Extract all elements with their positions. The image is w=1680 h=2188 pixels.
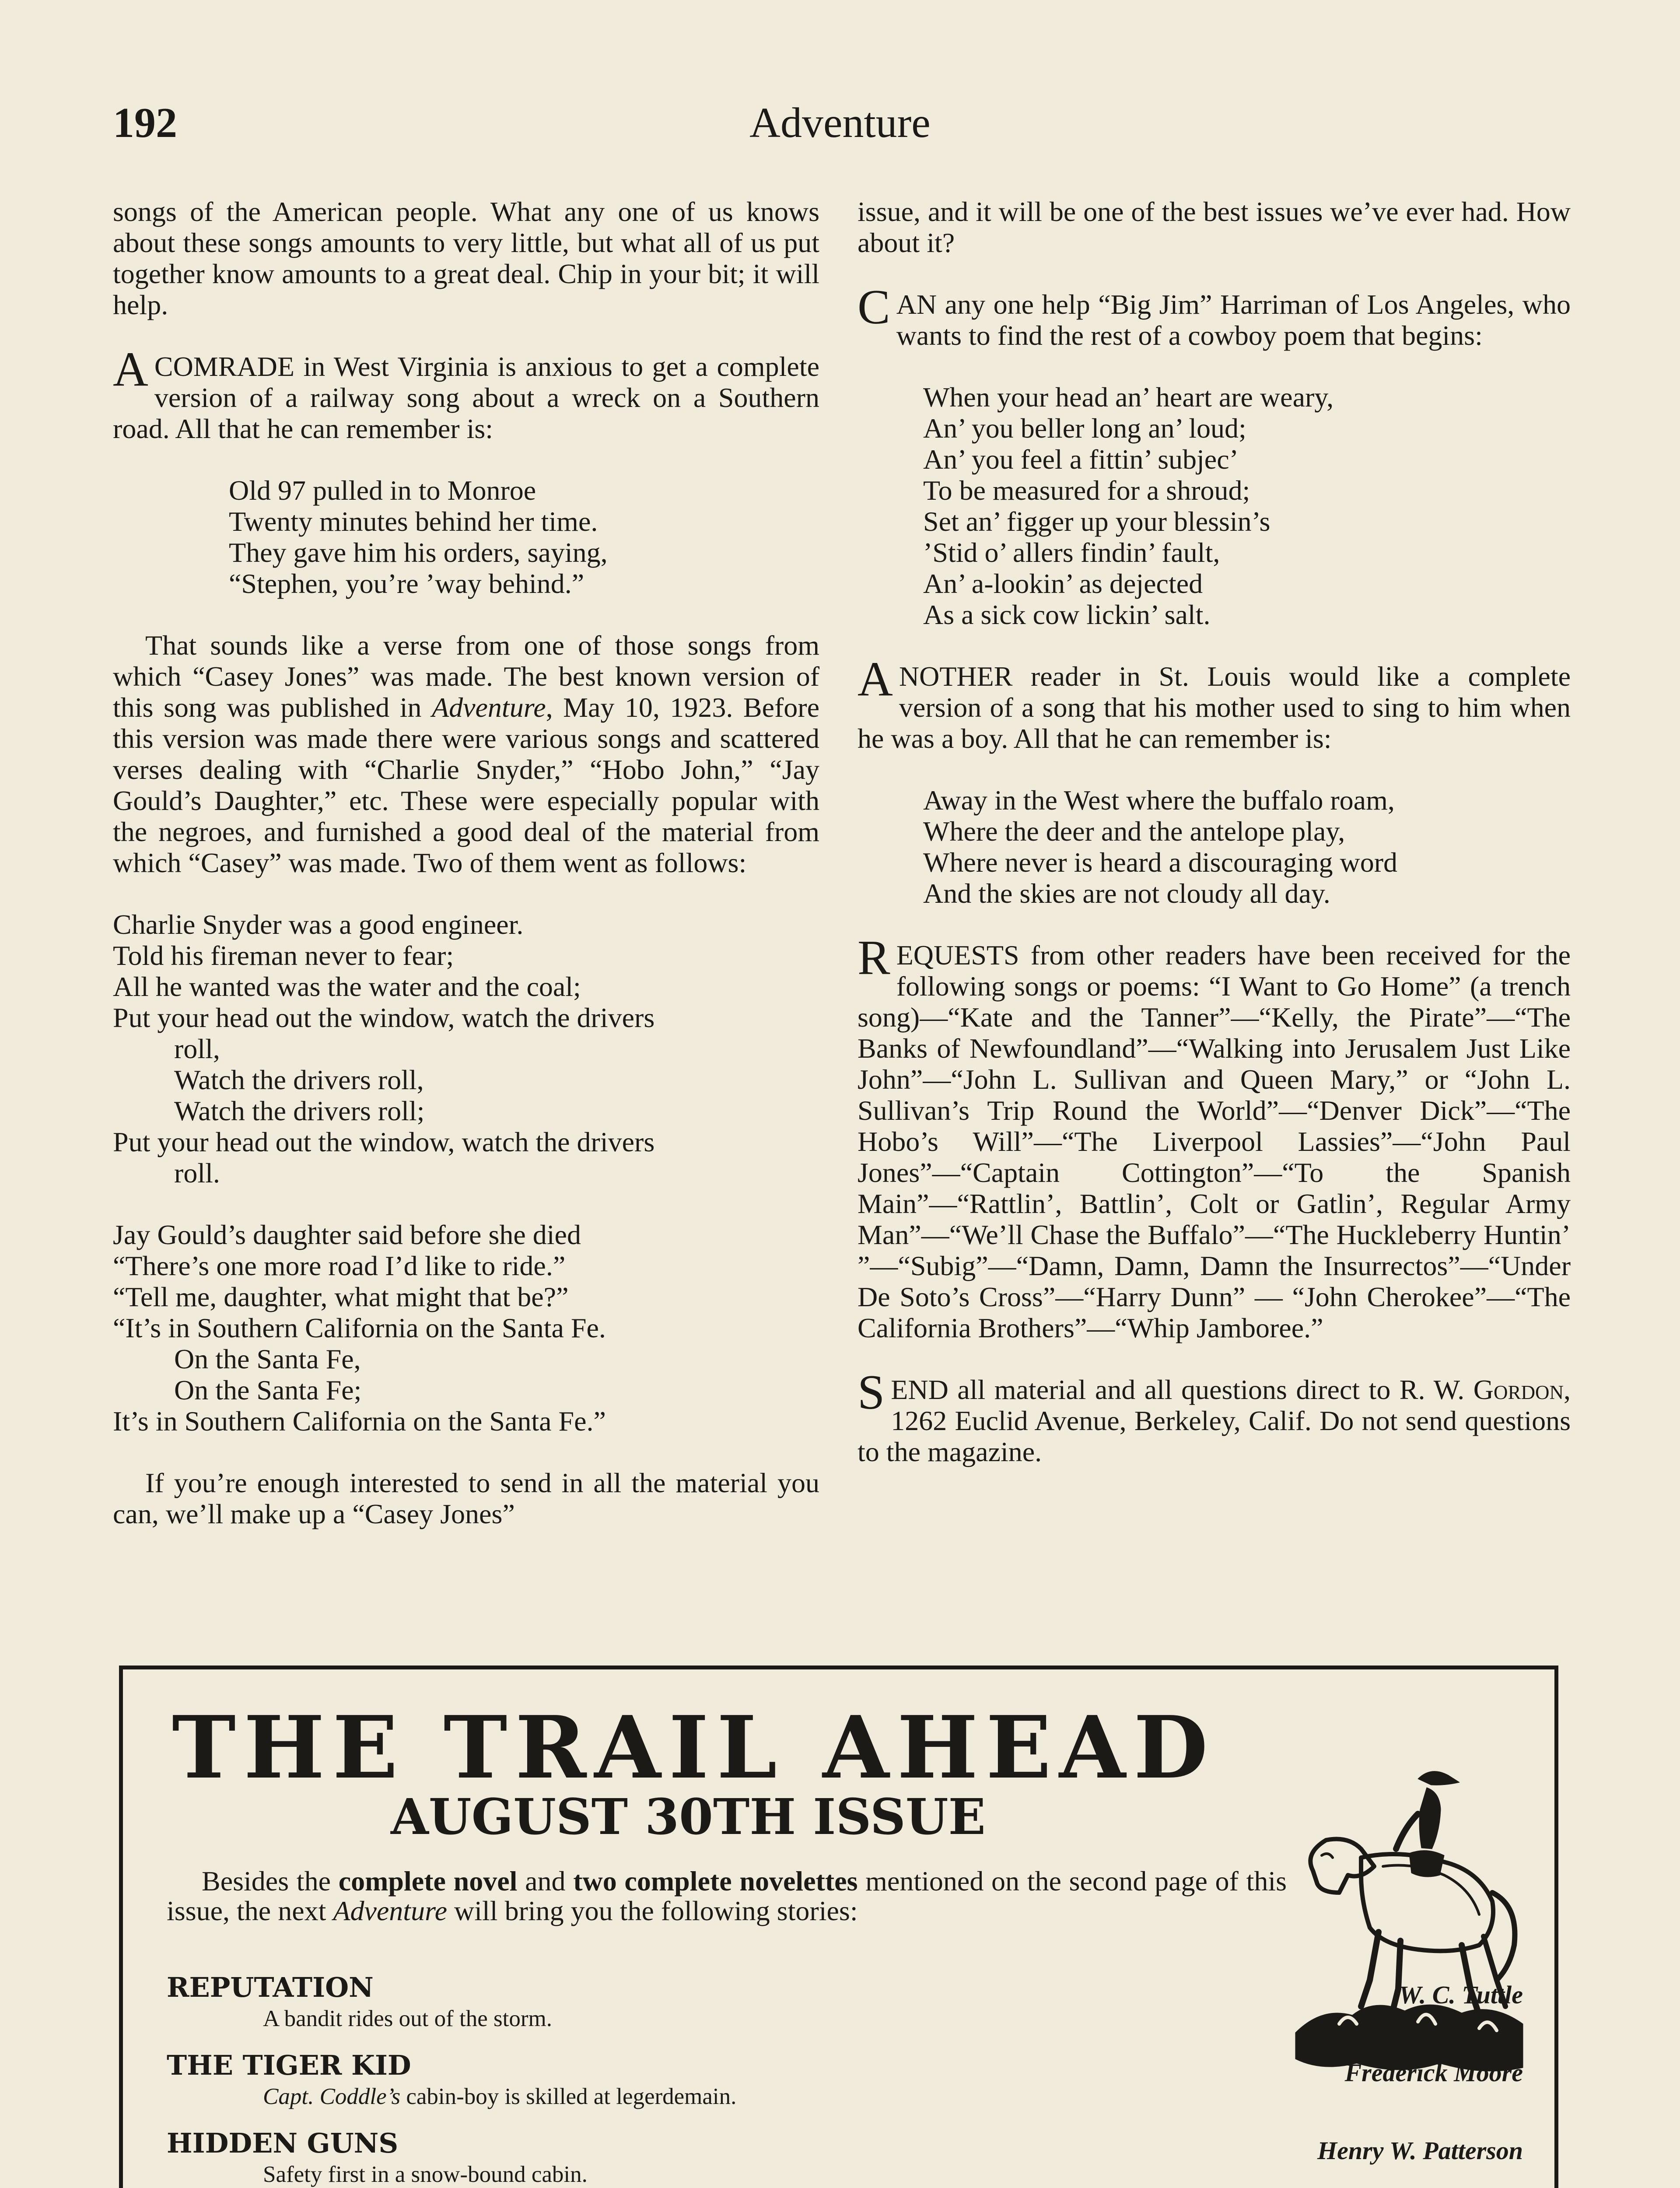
drop-cap: A <box>858 652 893 706</box>
verse-line: Watch the drivers roll, <box>174 1064 424 1095</box>
verse <box>113 909 819 1189</box>
paragraph: CAN any one help “Big Jim” Harriman of Los Angeles, who wants to find the rest of a cowboy poem that begins: <box>858 280 1571 351</box>
verse-line: Where never is heard a discouraging word <box>923 847 1397 878</box>
verse-line: An’ a-lookin’ as dejected <box>923 568 1203 599</box>
list-item <box>167 1971 1523 2049</box>
paragraph: ANOTHER reader in St. Louis would like a complete version of a song that his mother used to sing to him when he was a boy. All that he can remember is: <box>858 652 1571 754</box>
paragraph: If you’re enough interested to send in all the material you can, we’ll make up a “Casey Jones” <box>113 1467 819 1529</box>
story-description: A bandit rides out of the storm. <box>263 2006 552 2031</box>
verse-line: “It’s in Southern California on the Santa Fe. <box>113 1312 606 1343</box>
verse-line: Away in the West where the buffalo roam, <box>923 785 1395 816</box>
verse-line: Put your head out the window, watch the drivers <box>113 1002 655 1033</box>
drop-cap: C <box>858 280 890 334</box>
box-title: THE TRAIL AHEAD <box>172 1697 1216 1798</box>
box-intro: Besides the complete novel and two complete novelettes mentioned on the second page of this issue, the next Adventure will bring you the following stories: <box>167 1865 1287 1926</box>
verse-line: Watch the drivers roll; <box>174 1095 425 1126</box>
verse-line: “There’s one more road I’d like to ride.” <box>113 1250 566 1281</box>
story-title: REPUTATION <box>167 1971 374 2003</box>
drop-cap: S <box>858 1365 885 1420</box>
story-description: Safety first in a snow-bound cabin. <box>263 2162 588 2187</box>
verse <box>858 785 1571 909</box>
verse <box>858 382 1571 630</box>
page-number: 192 <box>113 99 177 147</box>
list-item <box>167 2049 1523 2127</box>
right-column <box>858 196 1571 1467</box>
verse-line: An’ you feel a fittin’ subjec’ <box>923 444 1239 475</box>
verse-line: When your head an’ heart are weary, <box>923 382 1334 413</box>
paragraph: That sounds like a verse from one of those songs from which “Casey Jones” was made. The best known version of this song was published in Adventure, May 10, 1923. Before this version was made there were various songs and scattered verses dealing with “Charlie Snyder,” “Hobo John,” “Jay Gould’s Daughter,” etc. These were especially popular with the negroes, and furnished a good deal of the material from which “Casey” was made. Two of them went as follows: <box>113 630 820 878</box>
story-author: W. C. Tuttle <box>1399 1981 1523 2009</box>
verse-line: And the skies are not cloudy all day. <box>923 878 1330 909</box>
list-item <box>167 2127 1523 2188</box>
verse-line: Where the deer and the antelope play, <box>923 816 1345 847</box>
story-title: THE TIGER KID <box>167 2049 411 2081</box>
verse-line: Set an’ figger up your blessin’s <box>923 506 1270 537</box>
verse-line: Old 97 pulled in to Monroe <box>229 475 536 506</box>
paragraph: songs of the American people. What any one of us knows about these songs amounts to very little, but what all of us put together know amounts to a great deal. Chip in your bit; it will help. <box>113 196 819 320</box>
verse-line: Twenty minutes behind her time. <box>229 506 598 537</box>
story-title: HIDDEN GUNS <box>167 2127 399 2159</box>
verse <box>113 475 819 599</box>
verse-line: roll. <box>174 1157 220 1189</box>
running-head: Adventure <box>749 99 931 147</box>
verse-line: On the Santa Fe, <box>174 1343 361 1375</box>
verse-line: ’Stid o’ allers findin’ fault, <box>923 537 1220 568</box>
story-list <box>167 1971 1523 2188</box>
story-author: Henry W. Patterson <box>1317 2136 1523 2165</box>
verse-line: Jay Gould’s daughter said before she died <box>113 1219 581 1250</box>
paragraph: REQUESTS from other readers have been received for the following songs or poems: “I Want to Go Home” (a trench song)—“Kate and the Tanner”—“Kelly, the Pirate”—“The Banks of Newfoundland”—“Walking into Jerusalem Just Like John”—“John L. Sullivan and Queen Mary,” or “John L. Sullivan’s Trip Round the World”—“Denver Dick”—“The Hobo’s Will”—“The Liverpool Lassies”—“John Paul Jones”—“Captain Cottington”—“To the Spanish Main”—“Rattlin’, Battlin’, Colt or Gatlin’, Regular Army Man”—“We’ll Chase the Buffalo”—“The Huckleberry Huntin’ ”—“Subig”—“Damn, Damn, Damn the Insurrectos”—“Under De Soto’s Cross”—“Harry Dunn” — “John Cherokee”—“The California Brothers”—“Whip Jamboree.” <box>858 931 1571 1343</box>
drop-cap: A <box>113 342 148 396</box>
verse-line: roll, <box>174 1033 220 1064</box>
verse-line: “Tell me, daughter, what might that be?” <box>113 1281 569 1312</box>
verse-line: They gave him his orders, saying, <box>229 537 608 568</box>
verse-line: As a sick cow lickin’ salt. <box>923 599 1211 630</box>
verse <box>113 1219 819 1437</box>
box-subtitle: AUGUST 30TH ISSUE <box>391 1788 986 1846</box>
verse-line: Told his fireman never to fear; <box>113 940 454 971</box>
left-column <box>113 196 819 1529</box>
paragraph: SEND all material and all questions direct to R. W. Gordon, 1262 Euclid Avenue, Berkeley, Calif. Do not send questions to the magazine. <box>858 1365 1571 1467</box>
verse-line: All he wanted was the water and the coal; <box>113 971 581 1002</box>
paragraph: ACOMRADE in West Virginia is anxious to get a complete version of a railway song about a wreck on a Southern road. All that he can remember is: <box>113 342 819 444</box>
drop-cap: R <box>858 931 890 985</box>
verse-line: It’s in Southern California on the Santa Fe.” <box>113 1406 606 1437</box>
verse-line: On the Santa Fe; <box>174 1375 362 1406</box>
story-author: Frederick Moore <box>1344 2058 1523 2087</box>
paragraph: issue, and it will be one of the best issues we’ve ever had. How about it? <box>858 196 1571 258</box>
verse-line: “Stephen, you’re ’way behind.” <box>229 568 584 599</box>
verse-line: Charlie Snyder was a good engineer. <box>113 909 524 940</box>
story-description: Capt. Coddle’s cabin-boy is skilled at legerdemain. <box>263 2084 737 2109</box>
verse-line: Put your head out the window, watch the drivers <box>113 1126 655 1157</box>
verse-line: To be measured for a shroud; <box>923 475 1250 506</box>
trail-ahead-box <box>119 1666 1558 2188</box>
verse-line: An’ you beller long an’ loud; <box>923 413 1246 444</box>
